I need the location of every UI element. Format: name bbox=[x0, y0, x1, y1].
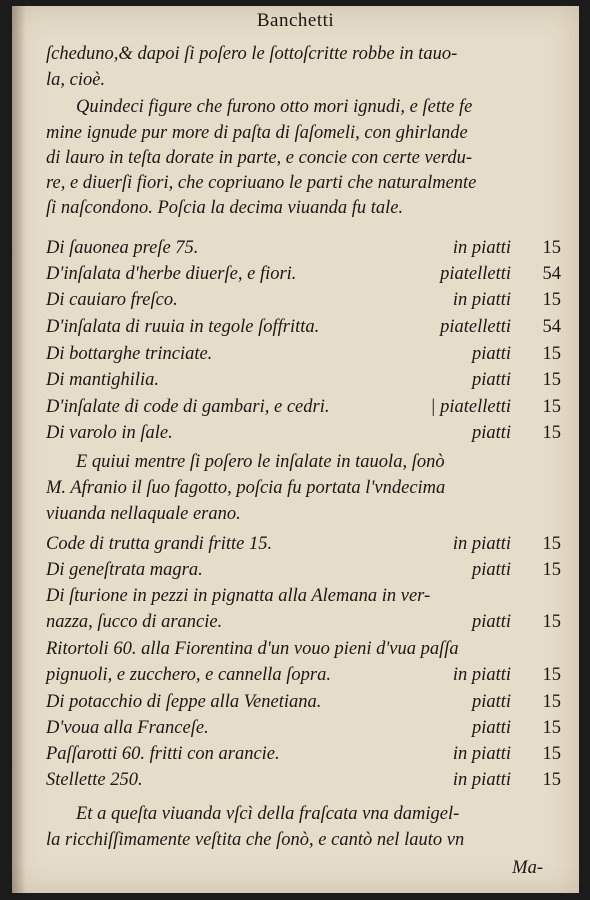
serving-unit: piatelletti bbox=[440, 317, 511, 337]
quantity: 15 bbox=[542, 397, 561, 417]
dish-name: Di bottarghe trinciate. bbox=[46, 344, 213, 364]
serving-unit: piatti bbox=[471, 718, 511, 738]
dish-name: Di cauiaro freſco. bbox=[46, 290, 178, 310]
dish-name: Di potacchio di ſeppe alla Venetiana. bbox=[46, 692, 322, 712]
quantity: 15 bbox=[542, 770, 561, 790]
catchword: Ma- bbox=[512, 858, 543, 878]
dish-name: D'inſalata d'herbe diuerſe, e fiori. bbox=[46, 264, 297, 284]
menu-row bbox=[46, 768, 561, 792]
paragraph-line: ſi naſcondono. Poſcia la decima viuanda fu tale. bbox=[46, 198, 404, 218]
dish-name: Code di trutta grandi fritte 15. bbox=[46, 534, 273, 554]
paragraph-line: di lauro in teſta dorate in parte, e concie con certe verdu- bbox=[46, 148, 473, 168]
menu-row bbox=[46, 663, 561, 687]
menu-row bbox=[46, 262, 561, 286]
paragraph-line: Et a queſta viuanda vſcì della fraſcata vna damigel- bbox=[76, 804, 460, 824]
paragraph-line: Di ſturione in pezzi in pignatta alla Alemana in ver- bbox=[46, 586, 431, 606]
quantity: 15 bbox=[542, 344, 561, 364]
dish-name: D'voua alla Franceſe. bbox=[46, 718, 209, 738]
quantity: 15 bbox=[542, 744, 561, 764]
serving-unit: in piatti bbox=[452, 770, 511, 790]
menu-row bbox=[46, 532, 561, 556]
dish-name: nazza, ſucco di arancie. bbox=[46, 612, 223, 632]
serving-unit: in piatti bbox=[452, 665, 511, 685]
quantity: 15 bbox=[542, 238, 561, 258]
quantity: 15 bbox=[542, 718, 561, 738]
serving-unit: piatti bbox=[471, 344, 511, 364]
serving-unit: piatti bbox=[471, 370, 511, 390]
quantity: 54 bbox=[542, 317, 561, 337]
quantity: 15 bbox=[542, 290, 561, 310]
quantity: 15 bbox=[542, 665, 561, 685]
quantity: 15 bbox=[542, 612, 561, 632]
serving-unit: piatelletti bbox=[440, 264, 511, 284]
dish-name: Di geneſtrata magra. bbox=[46, 560, 203, 580]
menu-row bbox=[46, 716, 561, 740]
dish-name: D'inſalata di ruuia in tegole ſoffritta. bbox=[46, 317, 320, 337]
serving-unit: in piatti bbox=[452, 238, 511, 258]
menu-row bbox=[46, 421, 561, 445]
paragraph-line: Quindeci figure che furono otto mori ignudi, e ſette fe bbox=[76, 97, 473, 117]
menu-row bbox=[46, 236, 561, 260]
serving-unit: | piatelletti bbox=[430, 397, 511, 417]
menu-row bbox=[46, 558, 561, 582]
menu-row bbox=[46, 315, 561, 339]
dish-name: Stellette 250. bbox=[46, 770, 143, 790]
menu-row bbox=[46, 395, 561, 419]
menu-row bbox=[46, 288, 561, 312]
quantity: 15 bbox=[542, 423, 561, 443]
serving-unit: piatti bbox=[471, 560, 511, 580]
running-header: Banchetti bbox=[256, 10, 335, 31]
book-page bbox=[12, 6, 579, 893]
dish-name: Di varolo in ſale. bbox=[46, 423, 173, 443]
menu-row bbox=[46, 742, 561, 766]
dish-name: Di mantighilia. bbox=[46, 370, 160, 390]
page-gutter-shadow bbox=[12, 6, 26, 893]
quantity: 15 bbox=[542, 534, 561, 554]
quantity: 54 bbox=[542, 264, 561, 284]
intro-line: ſcheduno,& dapoi ſi poſero le ſottoſcritte robbe in tauo- bbox=[46, 44, 458, 64]
paragraph-line: Ritortoli 60. alla Fiorentina d'un vouo pieni d'vua paſſa bbox=[46, 639, 459, 659]
serving-unit: piatti bbox=[471, 612, 511, 632]
menu-row bbox=[46, 368, 561, 392]
dish-name: Paſſarotti 60. fritti con arancie. bbox=[46, 744, 280, 764]
paragraph-line: M. Afranio il ſuo fagotto, poſcia fu portata l'vndecima bbox=[46, 478, 446, 498]
dish-name: Di ſauonea preſe 75. bbox=[46, 238, 199, 258]
quantity: 15 bbox=[542, 560, 561, 580]
intro-line: la, cioè. bbox=[46, 70, 106, 90]
menu-row bbox=[46, 610, 561, 634]
quantity: 15 bbox=[542, 370, 561, 390]
paragraph-line: E quiui mentre ſi poſero le inſalate in tauola, ſonò bbox=[76, 452, 445, 472]
dish-name: pignuoli, e zucchero, e cannella ſopra. bbox=[46, 665, 331, 685]
dish-name: D'inſalate di code di gambari, e cedri. bbox=[46, 397, 330, 417]
serving-unit: piatti bbox=[471, 423, 511, 443]
serving-unit: in piatti bbox=[452, 744, 511, 764]
serving-unit: in piatti bbox=[452, 290, 511, 310]
paragraph-line: viuanda nellaquale erano. bbox=[46, 504, 241, 524]
serving-unit: piatti bbox=[471, 692, 511, 712]
menu-row bbox=[46, 342, 561, 366]
paragraph-line: re, e diuerſi fiori, che copriuano le parti che naturalmente bbox=[46, 173, 477, 193]
paragraph-line: la ricchiſſimamente veſtita che ſonò, e cantò nel lauto vn bbox=[46, 830, 465, 850]
serving-unit: in piatti bbox=[452, 534, 511, 554]
paragraph-line: mine ignude pur more di paſta di ſaſomeli, con ghirlande bbox=[46, 123, 468, 143]
menu-row bbox=[46, 690, 561, 714]
quantity: 15 bbox=[542, 692, 561, 712]
